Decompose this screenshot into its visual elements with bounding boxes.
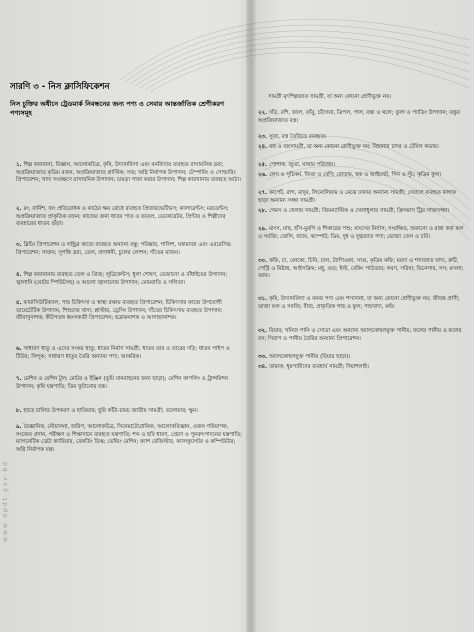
list-item: ৯. বৈজ্ঞানিক, নৌচালনা, জরিপ, আলোকচিত্র, সিনেমাটোগ্রাফিক, আলোকবিজ্ঞান, ওজন পরিমাপক, সংকেত প্রদান, পরীক্ষণ ও শিক্ষাদানে ব্যবহৃত যন্ত্রপাতি; শব্দ ও ছবি ধারণ, প্রেরণ ও পুনরুৎপাদনের যন্ত্রপাতি; ম্যাগনেটিক ডেটা ক্যারিয়ার, রেকর্ডিং ডিস্ক; ভেন্ডিং মেশিন; ক্যাশ রেজিস্টার, ক্যালকুলেটর ও কম্পিউটার; অগ্নি নির্বাপক যন্ত্র। <box>16 424 242 453</box>
list-item: ২৬. লেস ও সূচিকর্ম, ফিতা ও বেণি; বোতাম, হুক ও আইলেট, পিন ও সুঁচ; কৃত্রিম ফুল। <box>258 172 442 178</box>
list-item: ২৫. পোশাক, জুতা, মাথার পরিধেয়। <box>258 162 336 168</box>
list-item: সামগ্রী মৃৎশিল্পজাত সামগ্রী, যা অন্য কোনো শ্রেণীভুক্ত নয়। <box>268 94 392 100</box>
list-item: ২৮. গেমস ও খেলার সামগ্রী; জিমন্যাস্টিক ও খেলাধুলার সামগ্রী; ক্রিসমাস ট্রির সাজসজ্জা। <box>258 208 450 214</box>
subheading-line-2: পণ্যসমূহ <box>10 109 32 117</box>
list-item: ৬. সাধারণ ধাতু ও এদের সংকর ধাতু; ধাতব নির্মাণ সামগ্রী; ধাতব তার ও তারের দড়ি; ধাতব পাইপ ও টিউব; সিন্দুক; সাধারণ ধাতুর তৈরি অন্যান্য পণ্য; আকরিক। <box>16 346 230 360</box>
section-heading: সারণি ৩ - নিস ক্লাসিফিকেশন <box>10 82 110 92</box>
book-spine-shadow <box>246 0 256 632</box>
list-item: ৫. ফার্মাসিউটিক্যাল, পশু চিকিৎসা ও স্বাস্থ্য রক্ষায় ব্যবহৃত প্রিপারেশন; চিকিৎসার কাজে উপযোগী ডায়েটেটিক উপাদান, শিশুদের খাদ্য; প্লাস্টার, ড্রেসিং উপাদান; দাঁতের চিকিৎসায় ব্যবহৃত উপাদান; জীবাণুনাশক; কীটপতঙ্গ ধ্বংসকারী প্রিপারেশন; ছত্রাকনাশক ও আগাছানাশক। <box>16 300 223 322</box>
list-item: ৮. হাতে চালিত উপকরণ ও হাতিয়ার; ছুরি কাঁটা-চামচ জাতীয় সামগ্রী; তলোয়ার; ক্ষুর। <box>16 408 198 414</box>
list-item: ৩২. বিয়ার; খনিজ পানি ও সোডা এবং অন্যান্য অ্যালকোহলমুক্ত পানীয়; ফলের পানীয় ও ফলের রস; সিরাপ ও পানীয় তৈরির অন্যান্য প্রিপারেশন। <box>258 328 462 342</box>
list-item: ৩৪. তামাক; ধূমপায়ীদের ব্যবহার্য সামগ্রী; দিয়াশলাই। <box>258 364 369 370</box>
side-watermark: www.dpdt.gov.bd <box>2 460 9 542</box>
list-item: ২৪. বস্ত্র ও বস্ত্রসামগ্রী, যা অন্য কোনো শ্রেণীভুক্ত নয়; বিছানার চাদর ও টেবিল কভার। <box>258 144 439 150</box>
subheading-line: নিস চুক্তির অধীনে ট্রেডমার্ক নিবন্ধনের জন্য পণ্য ও সেবার আন্তর্জাতিক শ্রেণীকরণ <box>10 100 225 108</box>
list-item: ২৩. সুতা, বস্ত্র তৈরিতে ব্যবহৃত। <box>258 134 327 140</box>
list-item: ৩. ব্লিচিং প্রিপারেশন ও লন্ড্রির কাজে ব্যবহৃত অন্যান্য বস্তু; পরিষ্কার, পালিশ, ঘষামাজা এবং এবরেসিভ প্রিপারেশন; সাবান; সুগন্ধি দ্রব্য, তেল, প্রসাধনী, চুলের লোশন; দাঁতের মাজন। <box>16 242 231 256</box>
list-item: ৪. শিল্প কারখানায় ব্যবহৃত তেল ও গ্রিজ; লুব্রিকেন্টস; ধুলা শোষণ, ভেজানো ও বাঁধাইয়ের উপাদান; জ্বালানি (মোটর স্পিরিটসহ) ও আলো জ্বালানোর উপাদান; মোমবাতি ও সলিতা। <box>16 272 228 286</box>
list-item: ২৯. মাংস, মাছ, হাঁস-মুরগি ও শিকারের পশু; মাংসের নির্যাস; সংরক্ষিত, শুকানো ও রান্না করা ফল ও সবজি; জেলি, জ্যাম, কম্পোট; ডিম, দুধ ও দুগ্ধজাত পণ্য; ভোজ্য তেল ও চর্বি। <box>258 226 464 240</box>
list-item: ২২. দড়ি, রশি, জাল, তাঁবু, চাঁদোয়া, ত্রিপল, পাল, বস্তা ও থলে; তুলা ও প্যাডিং উপাদান; তন্তুর অপ্রক্রিয়াজাত বস্ত্র। <box>258 110 460 124</box>
list-item: ৩০. কফি, চা, কোকো, চিনি, চাল, ট্যাপিওকা, সাগু, কৃত্রিম কফি; ময়দা ও শস্যজাত খাদ্য, রুটি, পেস্ট্রি ও মিষ্টান্ন, আইসক্রিম; মধু, গুড়; ইস্ট, বেকিং পাউডার; লবণ, সরিষা; ভিনেগার, সস; মসলা; বরফ। <box>258 258 464 280</box>
list-item: ২৭. কার্পেট, রাগ, মাদুর, লিনোলিয়াম ও মেঝে ঢাকার অন্যান্য সামগ্রী; দেয়ালে ব্যবহৃত কাগজ ছাড়া অন্যান্য সজ্জা সামগ্রী। <box>258 190 457 204</box>
list-item: ৩১. কৃষি, উদ্যানবিদ্যা ও বনজ পণ্য এবং শস্যদানা, যা অন্য কোনো শ্রেণীভুক্ত নয়; জীবন্ত প্রাণী; তাজা ফল ও সবজি; বীজ, প্রাকৃতিক গাছ ও ফুল; পশুখাদ্য, মল্ট। <box>258 296 460 310</box>
list-item: ৭. মেশিন ও মেশিন টুল; মোটর ও ইঞ্জিন (ভূমি যানবাহনের জন্য ছাড়া); মেশিন কাপলিং ও ট্রান্সমিশন উপাদান; কৃষি যন্ত্রপাতি; ডিম ফুটানোর যন্ত্র। <box>16 376 228 390</box>
list-item: ২. রং, বার্নিশ, জং প্রতিরোধক ও কাঠের ক্ষয় রোধে ব্যবহৃত প্রিজারভেটিভস; কালারেন্টস; মরডেন্টস; অপ্রক্রিয়াজাত প্রাকৃতিক রজন; কাজের জন্য ধাতব পাত ও ফয়েল, ডেকোরেটর, প্রিন্টার ও শিল্পীদের ব্যবহারের ধাতব গুঁড়া। <box>16 206 229 228</box>
section-subheading <box>10 100 238 118</box>
list-item: ১. শিল্প কারখানা, বিজ্ঞান, আলোকচিত্র, কৃষি, উদ্যানবিদ্যা এবং বনবিদ্যায় ব্যবহৃত রাসায়নিক দ্রব্য; অপ্রক্রিয়াজাত কৃত্রিম রজন, অপ্রক্রিয়াজাত প্লাস্টিক; সার; অগ্নি নির্বাপক উপাদান; টেম্পারিং ও সোল্ডারিং প্রিপারেশন; খাদ্য সংরক্ষণে রাসায়নিক উপাদান; চামড়া পাকা করার উপাদান; শিল্প কারখানায় ব্যবহৃত আঠা। <box>16 162 241 184</box>
list-item: ৩৩. অ্যালকোহলযুক্ত পানীয় (বিয়ার ছাড়া)। <box>258 354 351 360</box>
